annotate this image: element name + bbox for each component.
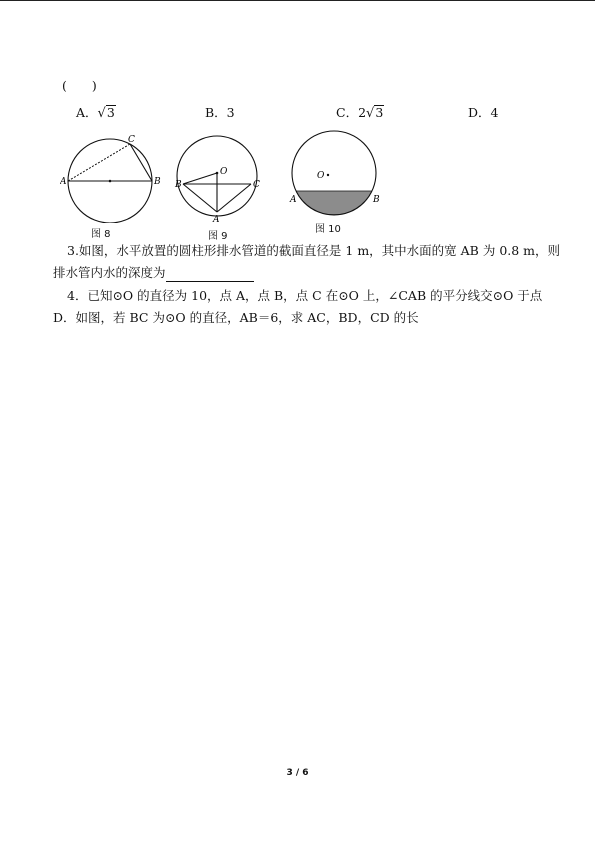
fig9-segment-ba	[183, 184, 217, 212]
page-top-border	[0, 0, 595, 1]
option-b: B．3	[205, 105, 235, 120]
option-d: D．4	[468, 105, 499, 120]
option-c-radicand: 3	[375, 105, 384, 120]
fig10-caption: 图 10	[315, 224, 341, 235]
fig9-label-a: A	[213, 215, 220, 225]
answer-parentheses: ( )	[62, 78, 97, 93]
q3-line2	[53, 264, 254, 282]
fig9-center-dot	[216, 172, 219, 175]
fig9-segment-bo	[183, 173, 217, 184]
q3-line1: 3.如图，水平放置的圆柱形排水管道的截面直径是 1 m，其中水面的宽 AB 为 0.8 m，则	[67, 243, 561, 258]
option-a-label: A．	[76, 105, 98, 120]
q3-answer-blank[interactable]	[166, 269, 254, 282]
page-number: 3 / 6	[286, 768, 309, 778]
fig8-label-c: C	[128, 135, 135, 145]
fig9-label-b: B	[175, 180, 182, 190]
fig9-label-o: O	[220, 167, 228, 177]
fig8-center-dot	[109, 180, 112, 183]
figure-8	[60, 133, 170, 223]
option-a-sqrt: √3	[97, 105, 115, 121]
fig8-caption: 图 8	[91, 229, 111, 240]
fig10-label-b: B	[373, 195, 380, 205]
fig8-label-a: A	[60, 177, 67, 187]
figure-9	[172, 130, 272, 225]
option-a-radicand: 3	[106, 105, 115, 120]
q4-line2: D．如图，若 BC 为⊙O 的直径，AB＝6，求 AC，BD，CD 的长	[53, 310, 419, 325]
fig9-caption: 图 9	[208, 231, 228, 242]
fig10-center-dot	[327, 174, 329, 176]
fig10-label-a: A	[290, 195, 297, 205]
fig8-chord-cb	[130, 144, 152, 181]
q3-line2-text: 排水管内水的深度为	[53, 265, 166, 280]
fig9-label-c: C	[253, 180, 260, 190]
q4-line1: 4．已知⊙O 的直径为 10，点 A，点 B，点 C 在⊙O 上，∠CAB 的平分线交⊙O 于点	[67, 288, 543, 303]
fig8-chord-ac	[68, 144, 130, 181]
option-c-label: C．2	[336, 105, 367, 120]
fig8-label-b: B	[154, 177, 161, 187]
option-c	[336, 103, 384, 121]
option-c-sqrt: √3	[366, 105, 384, 121]
option-a	[76, 103, 116, 121]
figure-10	[284, 128, 384, 218]
fig9-segment-ca	[217, 184, 251, 212]
fig10-water-segment	[296, 191, 372, 215]
fig10-label-o: O	[317, 171, 325, 181]
